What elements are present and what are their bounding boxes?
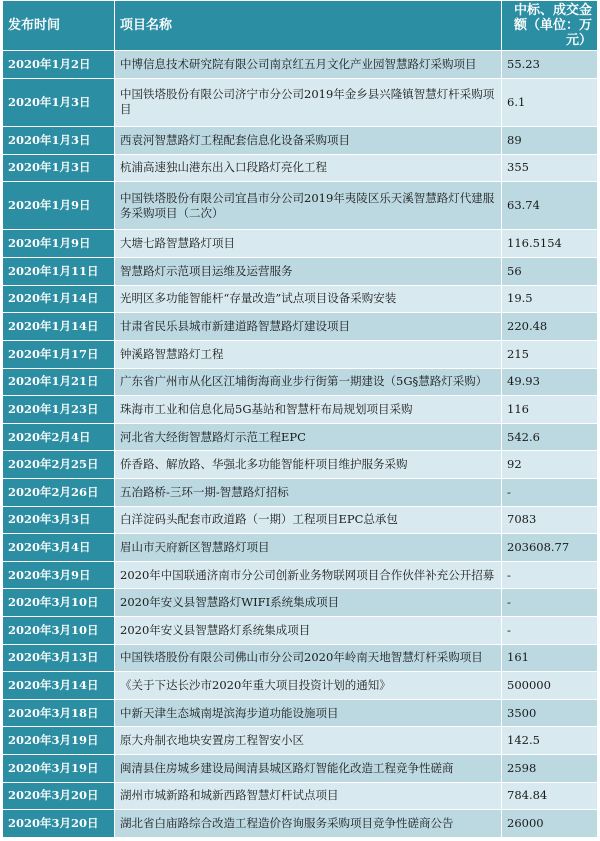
- project-cell: 钟溪路智慧路灯工程: [115, 340, 502, 368]
- project-cell: 珠海市工业和信息化局5G基站和智慧杆布局规划项目采购: [115, 396, 502, 424]
- date-cell: 2020年1月3日: [3, 154, 115, 182]
- date-cell: 2020年3月4日: [3, 534, 115, 562]
- date-cell: 2020年1月17日: [3, 340, 115, 368]
- project-cell: 中新天津生态城南堤滨海步道功能设施项目: [115, 699, 502, 727]
- table-row: [3, 230, 598, 258]
- date-cell: 2020年3月10日: [3, 616, 115, 644]
- date-cell: 2020年3月19日: [3, 755, 115, 783]
- project-cell: 智慧路灯示范项目运维及运营服务: [115, 258, 502, 286]
- project-cell: 杭浦高速独山港东出入口段路灯亮化工程: [115, 154, 502, 182]
- project-cell: 中国铁塔股份有限公司宜昌市分公司2019年夷陵区乐天溪智慧路灯代建服务采购项目（二次）: [115, 182, 502, 230]
- project-cell: 白洋淀码头配套市政道路（一期）工程项目EPC总承包: [115, 506, 502, 534]
- header-date: 发布时间: [3, 1, 115, 51]
- date-cell: 2020年1月14日: [3, 285, 115, 313]
- project-cell: 广东省广州市从化区江埔街海商业步行街第一期建设（5G§慧路灯采购）: [115, 368, 502, 396]
- date-cell: 2020年1月9日: [3, 230, 115, 258]
- table-row: [3, 154, 598, 182]
- project-cell: 湖州市城新路和城新西路智慧灯杆试点项目: [115, 782, 502, 810]
- table-row: [3, 368, 598, 396]
- amount-cell: 49.93: [502, 368, 598, 396]
- table-row: [3, 727, 598, 755]
- amount-cell: 355: [502, 154, 598, 182]
- table-row: [3, 672, 598, 700]
- table-header-row: [3, 1, 598, 51]
- date-cell: 2020年3月18日: [3, 699, 115, 727]
- date-cell: 2020年1月3日: [3, 78, 115, 126]
- project-cell: 2020年安义县智慧路灯WIFI系统集成项目: [115, 589, 502, 617]
- project-cell: 中国铁塔股份有限公司佛山市分公司2020年岭南天地智慧灯杆采购项目: [115, 644, 502, 672]
- amount-cell: 116: [502, 396, 598, 424]
- amount-cell: -: [502, 589, 598, 617]
- amount-cell: 500000: [502, 672, 598, 700]
- amount-cell: -: [502, 561, 598, 589]
- date-cell: 2020年3月9日: [3, 561, 115, 589]
- table-row: [3, 810, 598, 838]
- amount-cell: 7083: [502, 506, 598, 534]
- project-cell: 西袁河智慧路灯工程配套信息化设备采购项目: [115, 126, 502, 154]
- table-row: [3, 313, 598, 341]
- date-cell: 2020年2月4日: [3, 423, 115, 451]
- table-row: [3, 182, 598, 230]
- amount-cell: 142.5: [502, 727, 598, 755]
- amount-cell: 56: [502, 258, 598, 286]
- date-cell: 2020年1月9日: [3, 182, 115, 230]
- project-cell: 原大舟制衣地块安置房工程智安小区: [115, 727, 502, 755]
- date-cell: 2020年1月23日: [3, 396, 115, 424]
- date-cell: 2020年3月13日: [3, 644, 115, 672]
- date-cell: 2020年1月11日: [3, 258, 115, 286]
- project-cell: 闽清县住房城乡建设局闽清县城区路灯智能化改造工程竞争性磋商: [115, 755, 502, 783]
- table-row: [3, 506, 598, 534]
- project-cell: 2020年中国联通济南市分公司创新业务物联网项目合作伙伴补充公开招募: [115, 561, 502, 589]
- project-cell: 侨香路、解放路、华强北多功能智能杆项目维护服务采购: [115, 451, 502, 479]
- amount-cell: 2598: [502, 755, 598, 783]
- date-cell: 2020年3月14日: [3, 672, 115, 700]
- amount-cell: 26000: [502, 810, 598, 838]
- date-cell: 2020年3月10日: [3, 589, 115, 617]
- amount-cell: 784.84: [502, 782, 598, 810]
- date-cell: 2020年3月19日: [3, 727, 115, 755]
- project-cell: 眉山市天府新区智慧路灯项目: [115, 534, 502, 562]
- project-cell: 中博信息技术研究院有限公司南京红五月文化产业园智慧路灯采购项目: [115, 51, 502, 79]
- amount-cell: 3500: [502, 699, 598, 727]
- table-row: [3, 478, 598, 506]
- table-row: [3, 51, 598, 79]
- amount-cell: 19.5: [502, 285, 598, 313]
- table-row: [3, 755, 598, 783]
- project-cell: 湖北省白庙路综合改造工程造价咨询服务采购项目竞争性磋商公告: [115, 810, 502, 838]
- amount-cell: 116.5154: [502, 230, 598, 258]
- table-row: [3, 561, 598, 589]
- table-row: [3, 644, 598, 672]
- amount-cell: 55.23: [502, 51, 598, 79]
- table-row: [3, 78, 598, 126]
- table-row: [3, 451, 598, 479]
- amount-cell: 6.1: [502, 78, 598, 126]
- amount-cell: 89: [502, 126, 598, 154]
- table-row: [3, 782, 598, 810]
- amount-cell: -: [502, 616, 598, 644]
- table-row: [3, 340, 598, 368]
- project-cell: 光明区多功能智能杆“存量改造”试点项目设备采购安装: [115, 285, 502, 313]
- amount-cell: -: [502, 478, 598, 506]
- table-row: [3, 258, 598, 286]
- date-cell: 2020年1月21日: [3, 368, 115, 396]
- table-row: [3, 126, 598, 154]
- table-body: [3, 51, 598, 838]
- amount-cell: 63.74: [502, 182, 598, 230]
- table-row: [3, 534, 598, 562]
- table-row: [3, 699, 598, 727]
- amount-cell: 542.6: [502, 423, 598, 451]
- table-row: [3, 285, 598, 313]
- header-project: 项目名称: [115, 1, 502, 51]
- amount-cell: 92: [502, 451, 598, 479]
- project-cell: 河北省大经街智慧路灯示范工程EPC: [115, 423, 502, 451]
- header-amount: 中标、成交金额（单位：万元）: [502, 1, 598, 51]
- project-cell: 大塘七路智慧路灯项目: [115, 230, 502, 258]
- date-cell: 2020年3月3日: [3, 506, 115, 534]
- project-cell: 2020年安义县智慧路灯系统集成项目: [115, 616, 502, 644]
- project-cell: 五冶路桥-三环一期-智慧路灯招标: [115, 478, 502, 506]
- date-cell: 2020年1月14日: [3, 313, 115, 341]
- project-cell: 中国铁塔股份有限公司济宁市分公司2019年金乡县兴隆镇智慧灯杆采购项目: [115, 78, 502, 126]
- table-row: [3, 589, 598, 617]
- date-cell: 2020年2月25日: [3, 451, 115, 479]
- amount-cell: 161: [502, 644, 598, 672]
- date-cell: 2020年1月2日: [3, 51, 115, 79]
- date-cell: 2020年1月3日: [3, 126, 115, 154]
- date-cell: 2020年3月20日: [3, 810, 115, 838]
- table-row: [3, 423, 598, 451]
- tender-table: [2, 0, 598, 838]
- project-cell: 《关于下达长沙市2020年重大项目投资计划的通知》: [115, 672, 502, 700]
- date-cell: 2020年2月26日: [3, 478, 115, 506]
- project-cell: 甘肃省民乐县城市新建道路智慧路灯建设项目: [115, 313, 502, 341]
- table-row: [3, 616, 598, 644]
- amount-cell: 220.48: [502, 313, 598, 341]
- amount-cell: 215: [502, 340, 598, 368]
- date-cell: 2020年3月20日: [3, 782, 115, 810]
- amount-cell: 203608.77: [502, 534, 598, 562]
- table-row: [3, 396, 598, 424]
